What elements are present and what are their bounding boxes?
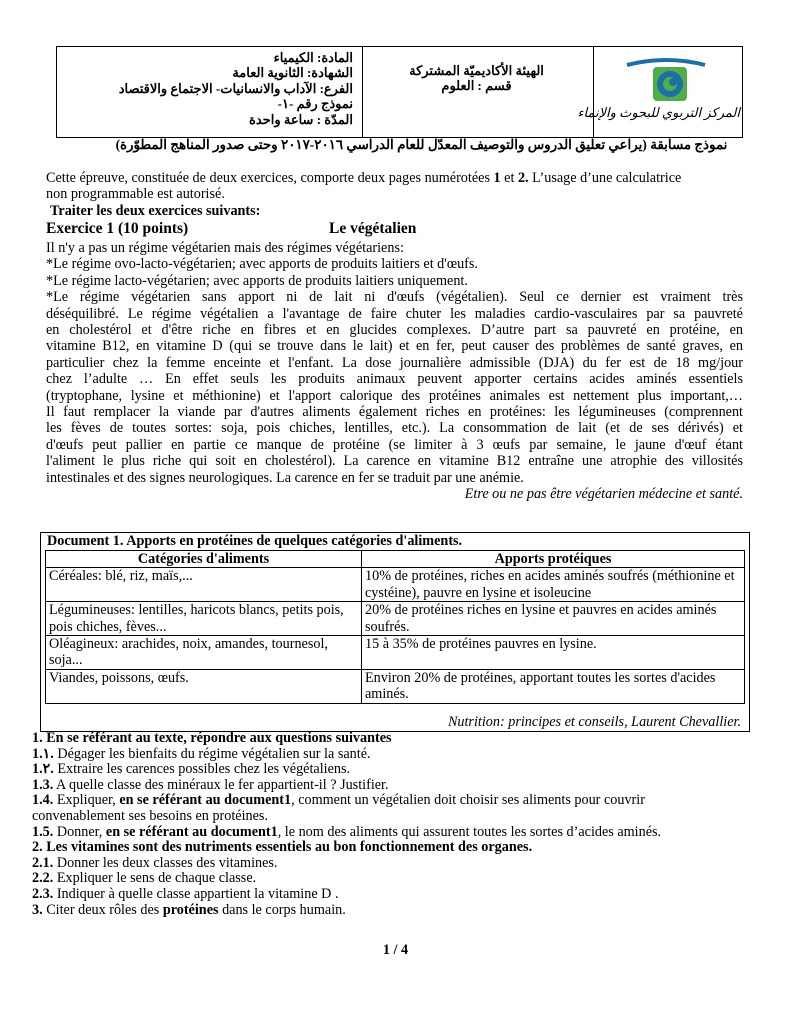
page-number: 1 / 4 (382, 942, 409, 958)
question-1-5 (32, 825, 743, 841)
authority-name: الهيئة الأكاديميّة المشتركة (409, 63, 544, 78)
column-header: Catégories d'aliments (46, 551, 362, 568)
text-line: Il n'y a pas un régime végétarien mais des régimes végétariens: (46, 240, 404, 256)
table-cell: 20% de protéines riches en lysine et pauvres en acides aminés soufrés. (362, 602, 745, 636)
exam-header (56, 46, 743, 138)
question-text: Citer deux rôles des (42, 901, 163, 918)
intro-text: Cette épreuve, constituée de deux exercices, comporte deux pages numérotées (46, 170, 494, 186)
question-text: , comment un végétalien doit choisir ses aliments pour couvrir (291, 792, 645, 809)
question-text: A quelle classe des minéraux le fer appartient-il ? Justifier. (53, 776, 389, 793)
text-line: intestinales et des signes neurologiques. La carence en fer se traduit par une anémie. (46, 469, 524, 486)
question-number: 3. (32, 901, 43, 918)
question-1-3 (32, 778, 743, 794)
question-number: 1.١. (32, 745, 54, 762)
crdp-logo (577, 47, 740, 135)
page-ref: 1 (493, 170, 501, 186)
question-number: 2.1. (32, 854, 54, 871)
questions (32, 731, 743, 918)
intro-line (46, 170, 743, 186)
question-number: 1.3. (32, 776, 54, 793)
certificate-line: الشهادة: الثانوية العامة (232, 65, 353, 81)
table-cell: Oléagineux: arachides, noix, amandes, tournesol, soja... (46, 636, 362, 670)
text-line: en cholestérol et d'être riche en fibres et en glucides complexes. D’autre part sa pauvreté en protéine, en (46, 322, 743, 339)
question-text-bold: en se référant au document1 (105, 823, 278, 840)
question-1-1 (32, 747, 743, 763)
question-2-1 (32, 856, 743, 872)
intro-line: non programmable est autorisé. (46, 186, 225, 203)
table-cell: Viandes, poissons, œufs. (46, 669, 362, 703)
question-text: Extraire les carences possibles chez les végétaliens. (53, 761, 351, 778)
authority-info (365, 63, 588, 94)
subject-line: المادة: الكيمياء (273, 50, 353, 65)
text-line: particulier chez la femme enceinte et l'enfant. La dose journalière admissible (DJA) du fer est de 18 mg/jour (46, 354, 743, 371)
intro-text: et (500, 170, 518, 186)
table-cell: Céréales: blé, riz, maïs,... (46, 568, 362, 602)
question-1-4-continued: convenablement ses besoins en protéines. (32, 807, 268, 824)
question-3 (32, 903, 743, 919)
question-2-3 (32, 887, 743, 903)
question-1-2 (32, 762, 743, 778)
header-divider (362, 47, 363, 137)
document1 (40, 532, 750, 732)
protein-table (45, 550, 745, 704)
exam-subtitle: نموذج مسابقة (يراعي تعليق الدروس والتوصيف المعدّل للعام الدراسي ٢٠١٦-٢٠١٧ وحتى صدور المناهج المطوّرة) (115, 137, 728, 152)
question-text: Expliquer le sens de chaque classe. (53, 870, 257, 887)
header-divider (593, 47, 594, 137)
logo-text: المركز التربوي للبحوث والإنماء (577, 105, 740, 120)
page-ref: 2. (517, 170, 529, 186)
question-number: 1.4. (32, 792, 54, 809)
department-name: قسم : العلوم (441, 78, 512, 94)
question-text: Indiquer à quelle classe appartient la vitamine D . (53, 885, 339, 902)
question-text: Donner, (53, 823, 106, 840)
question-text-bold: en se référant au document1 (119, 792, 292, 809)
exercise-text (46, 240, 743, 503)
question-text: Donner les deux classes des vitamines. (53, 854, 278, 871)
question-text: , le nom des aliments qui assurent toutes les sortes d’acides aminés. (277, 823, 662, 840)
question-number: 2.2. (32, 870, 54, 887)
document1-title: Document 1. Apports en protéines de quelques catégories d'aliments. (47, 533, 463, 549)
question-text: dans le corps humain. (218, 901, 346, 918)
question-text-bold: protéines (162, 901, 219, 918)
table-cell: 10% de protéines, riches en acides aminés soufrés (méthionine et cystéine), pauvre en lysine et isoleucine (362, 568, 745, 602)
exam-info (61, 50, 353, 127)
text-line: *Le régime végétarien sans apport ni de lait ni d'œufs (végétalien). Seul ce dernier est vraiment très (46, 289, 743, 306)
text-line: *Le régime ovo-lacto-végétarien; avec apports de produits laitiers et d'œufs. (46, 256, 478, 273)
question-text: Dégager les bienfaits du régime végétalien sur la santé. (53, 745, 371, 762)
instruction: Traiter les deux exercices suivants: (50, 202, 261, 219)
text-line: (tryptophane, lysine et méthionine) et l'apport calorique des protéines animales est nettement plus important,… (46, 387, 743, 404)
text-line: Il faut remplacer la viande par d'autres aliments également riches en protéines: les légumineuses (comprennent (46, 404, 743, 421)
table-row (46, 568, 745, 602)
intro-paragraph (46, 170, 743, 219)
table-cell: Légumineuses: lentilles, haricots blancs, petits pois, pois chiches, fèves... (46, 602, 362, 636)
branch-line: الفرع: الآداب والانسانيات- الاجتماع والاقتصاد (118, 80, 353, 96)
column-header: Apports protéiques (362, 551, 745, 568)
question-text: Expliquer, (53, 792, 120, 809)
exercise-label: Exercice 1 (10 points) (46, 220, 189, 237)
question-2-2 (32, 871, 743, 887)
table-cell: 15 à 35% de protéines pauvres en lysine. (362, 636, 745, 670)
duration-line: المدّة : ساعة واحدة (249, 111, 353, 127)
text-line: d'œufs peut pallier en partie ce manque de protéine (se limiter à 3 œufs par semaine, le jaune d'œuf étant (46, 436, 743, 453)
text-line: l'aliment le plus riche qui soit en cholestérol). La carence en vitamine B12 entraîne une atrophie des villosités (46, 453, 743, 470)
text-line: *Le régime lacto-végétarien; avec apports de produits laitiers uniquement. (46, 272, 468, 289)
text-line: chez l’adulte … En effet seuls les produits animaux peuvent apporter certains acides aminés essentiels (46, 371, 743, 388)
table-cell: Environ 20% de protéines, apportant toutes les sortes d'acides aminés. (362, 669, 745, 703)
text-line: les fèves de toutes sortes: soja, pois chiches, lentilles, etc.). La consommation de lait (et de ses dérivés) et (46, 420, 743, 437)
exercise-title: Le végétalien (329, 220, 417, 237)
table-row (46, 669, 745, 703)
table-row (46, 602, 745, 636)
question-number: 1.٢. (32, 761, 54, 778)
question-number: 2.3. (32, 885, 54, 902)
text-line: vitamine B12, en vitamine D (qui se trouve dans le lait) et en fer, peut causer des problèmes de santé graves, en (46, 338, 743, 355)
question-1: 1. En se référant au texte, répondre aux questions suivantes (32, 730, 392, 746)
intro-text: L’usage d’une calculatrice (528, 170, 682, 186)
crdp-logo-icon (577, 47, 740, 135)
text-source: Etre ou ne pas être végétarien médecine et santé. (464, 486, 743, 503)
table-header-row (46, 551, 745, 568)
question-number: 1.5. (32, 823, 54, 840)
model-number-line: نموذج رقم -١- (277, 96, 353, 112)
table-row (46, 636, 745, 670)
document1-source: Nutrition: principes et conseils, Laurent Chevallier. (447, 714, 741, 730)
text-line: déséquilibré. Le régime végétalien a l'avantage de faire chuter les maladies cardio-vasculaires par sa pauvreté (46, 305, 743, 322)
question-1-4 (32, 793, 743, 809)
question-2: 2. Les vitamines sont des nutriments essentiels au bon fonctionnement des organes. (32, 839, 533, 856)
